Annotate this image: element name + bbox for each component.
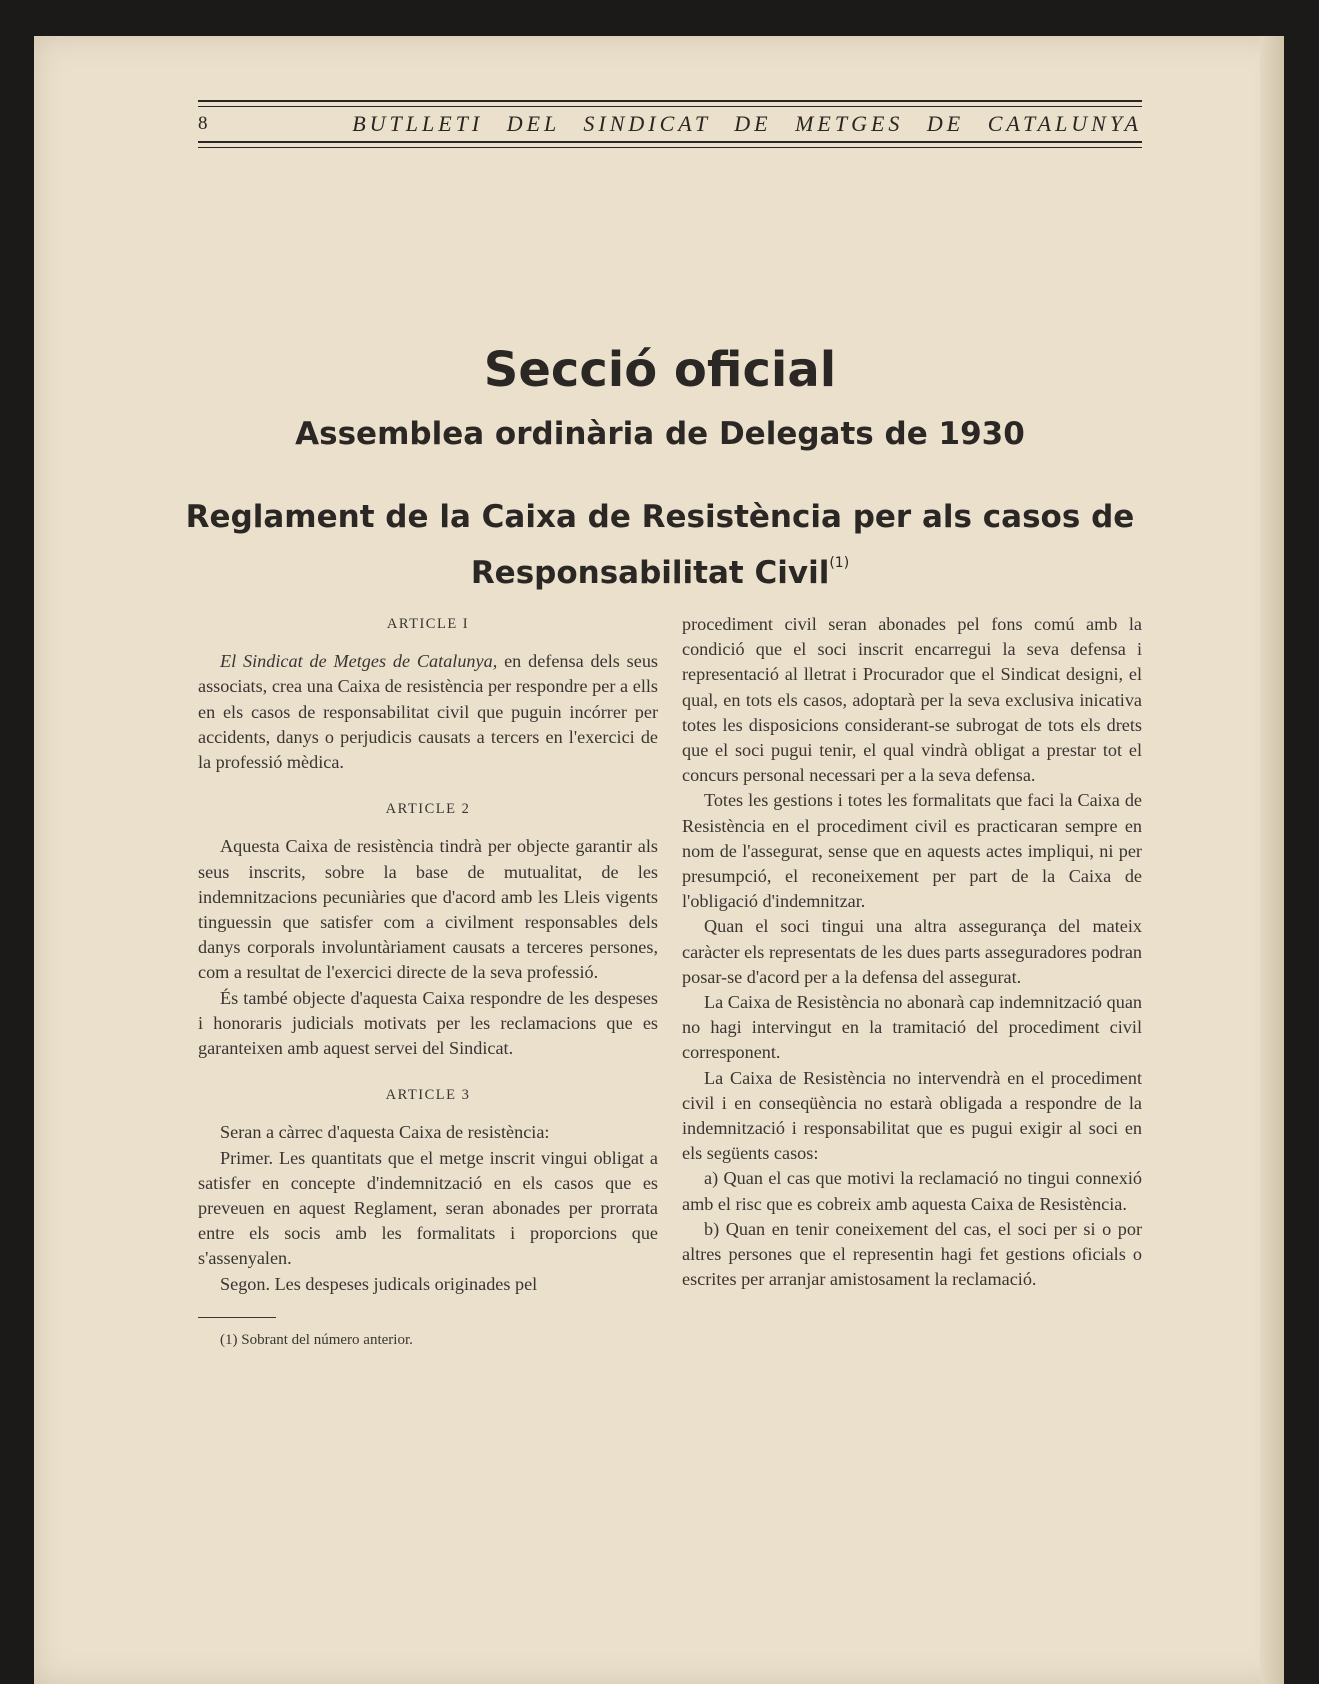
right-paragraph-6: a) Quan el cas que motivi la reclamació no tingui connexió amb el risc que es cobreix amb aquesta Caixa de Resistència. xyxy=(682,1168,1142,1214)
page-edge xyxy=(1260,36,1284,1684)
article-1-italic-lead: El Sindicat de Metges de Catalunya, xyxy=(220,651,498,672)
regulation-title-text: Reglament de la Caixa de Resistència per als casos de Responsabilitat Civil xyxy=(185,499,1135,591)
running-header xyxy=(198,100,1142,148)
article-3-paragraph-2: Primer. Les quantitats que el metge inscrit vingui obligat a satisfer en concepte d'indemnització en els casos que es preveuen en aquest Reglament, seran abonades per prorrata entre els socis amb les formalitats i proporcions que s'assenyalen. xyxy=(198,1147,658,1269)
article-3-paragraph-3: Segon. Les despeses judicals originades pel xyxy=(220,1273,538,1294)
right-paragraph-7: b) Quan en tenir coneixement del cas, el soci per si o por altres persones que el representin hagi fet gestions oficials o escrites per arranjar amistosament la reclamació. xyxy=(682,1218,1142,1290)
assembly-title: Assemblea ordinària de Delegats de 1930 xyxy=(295,416,1025,452)
footnote: (1) Sobrant del número anterior. xyxy=(220,1331,413,1348)
header-top-rule xyxy=(198,100,1142,107)
article-1-heading: ARTICLE I xyxy=(386,616,470,632)
footnote-mark: (1) xyxy=(829,555,850,571)
footnote-rule xyxy=(198,1317,276,1318)
right-column xyxy=(682,612,1142,1292)
right-paragraph-3: Quan el soci tingui una altra assegurança del mateix caràcter els representats de les dues parts asseguradores podran posar-se d'acord per a la defensa del assegurat. xyxy=(682,916,1142,987)
article-2-paragraph-2: És també objecte d'aquesta Caixa respondre de les despeses i honoraris judicials motivats per les reclamacions que es garanteixen amb aquest servei del Sindicat. xyxy=(198,987,658,1059)
right-paragraph-4: La Caixa de Resistència no abonarà cap indemnització quan no hagi intervingut en la tramitació del procediment civil corresponent. xyxy=(682,992,1142,1063)
page-number: 8 xyxy=(198,113,208,134)
article-2-heading: ARTICLE 2 xyxy=(385,801,471,818)
right-paragraph-5: La Caixa de Resistència no intervendrà en el procediment civil i en conseqüència no estarà obligada a respondre de la indemnització i responsabilitat que es pugui exigir al soci en els següents casos: xyxy=(682,1067,1142,1164)
journal-title: BUTLLETI DEL SINDICAT DE METGES DE CATALUNYA xyxy=(352,111,1142,136)
article-2-paragraph-1: Aquesta Caixa de resistència tindrà per objecte garantir als seus inscrits, sobre la base de mutualitat, de les indemnitzacions pecuniàries que d'acord amb les Lleis vigents tinguessin que satisfer com a civilment responsables dels danys corporals involuntàriament causats a terceres persones, com a resultat de l'exercici directe de la seva professió. xyxy=(198,836,658,983)
right-paragraph-2: Totes les gestions i totes les formalitats que faci la Caixa de Resistència en el procediment civil es practicaran sempre en nom de l'assegurat, sense que en aquests actes impliqui, ni per presumpció, el reconeixement per part de la Caixa de l'obligació d'indemnitzar. xyxy=(682,790,1142,912)
article-3-heading: ARTICLE 3 xyxy=(385,1087,471,1104)
article-3-paragraph-1: Seran a càrrec d'aquesta Caixa de resistència: xyxy=(220,1122,550,1143)
article-1-text xyxy=(198,649,658,775)
article-1-body: en defensa dels seus associats, crea una Caixa de resistència per respondre per a ells en els casos de responsabilitat civil que puguin incórrer per accidents, danys o perjudicis causats a tercers en l'exercici de la professió mèdica. xyxy=(198,651,659,773)
section-title: Secció oficial xyxy=(483,342,837,398)
right-paragraph-1: procediment civil seran abonades pel fons comú amb la condició que el soci inscrit encarregui la seva defensa i representació al lletrat i Procurador que el Sindicat designi, el qual, en tots els casos, adoptarà per la seva exclusiva inicativa totes les disposicions considerant-se subrogat de tots els drets que el soci pugui tenir, el qual vindrà obligat a prestar tot el concurs personal necessari per a la seva defensa. xyxy=(682,614,1142,786)
header-bottom-rule xyxy=(198,141,1142,148)
regulation-title xyxy=(180,494,1140,596)
left-column xyxy=(198,612,658,1350)
